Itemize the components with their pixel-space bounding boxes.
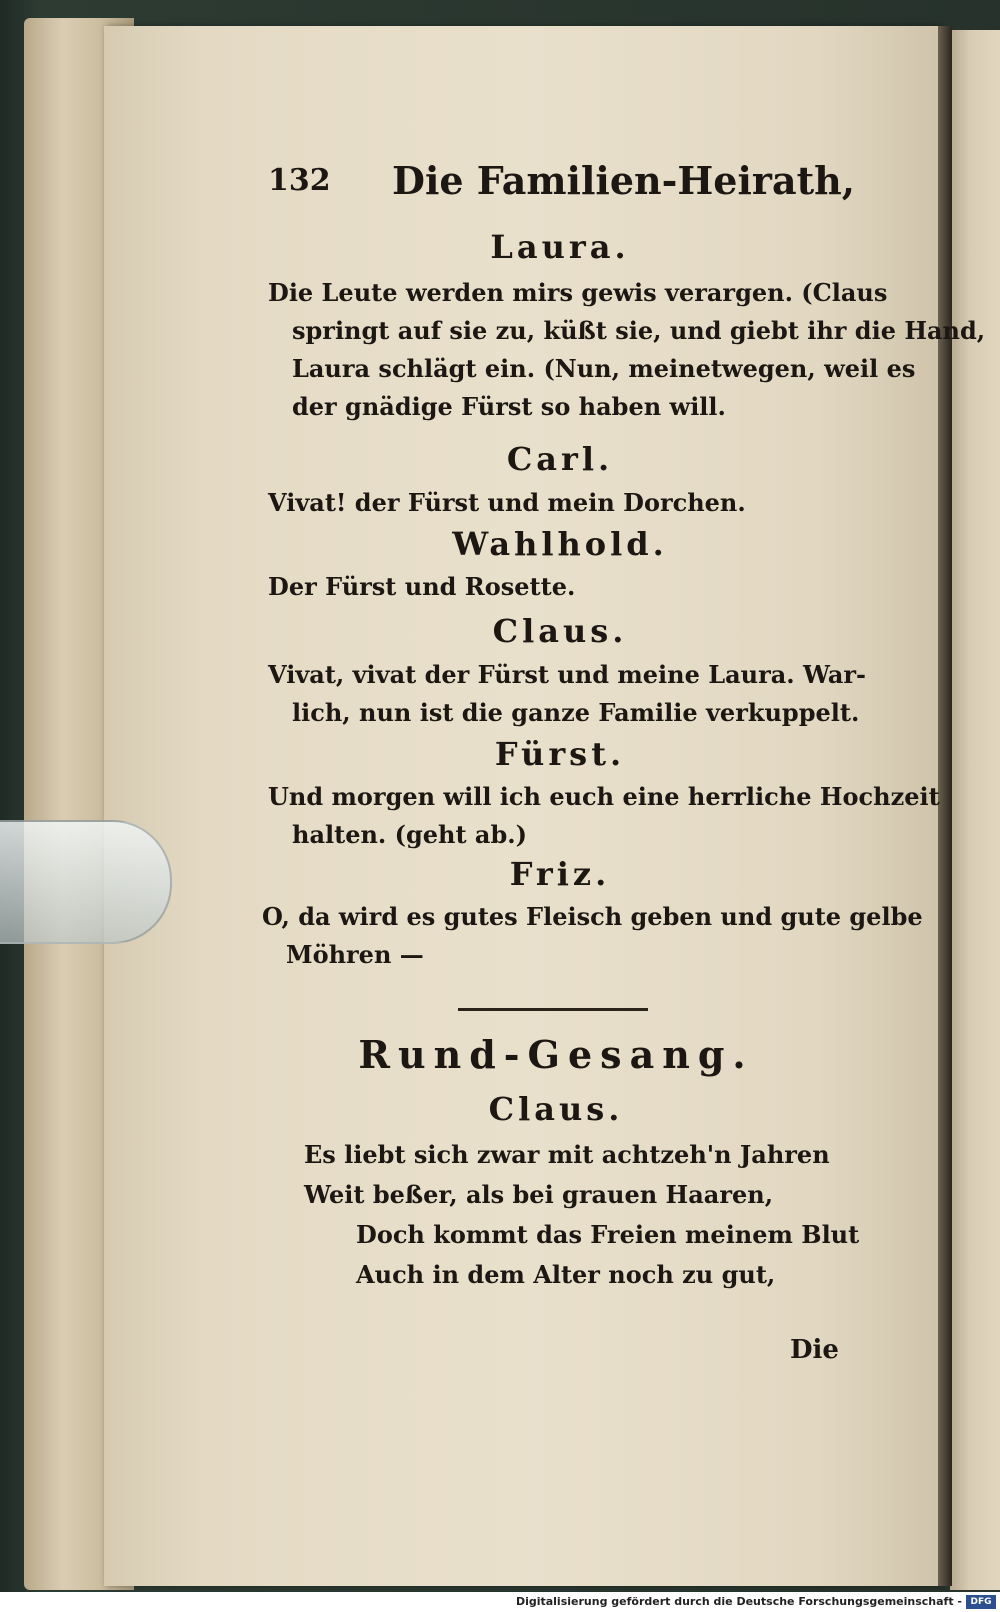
text-line: Die Leute werden mirs gewis verargen. (Claus [268, 278, 888, 307]
verse-line: Es liebt sich zwar mit achtzeh'n Jahren [304, 1140, 830, 1169]
text-line: lich, nun ist die ganze Familie verkuppelt. [292, 698, 860, 727]
page-number: 132 [268, 163, 331, 198]
footer-credit: Digitalisierung gefördert durch die Deutsche Forschungsgemeinschaft - [515, 1595, 962, 1608]
book-gutter [938, 26, 952, 1586]
section-rule [458, 1008, 648, 1011]
verse-line: Auch in dem Alter noch zu gut, [356, 1260, 776, 1289]
song-title: Rund-Gesang. [358, 1032, 754, 1077]
text-line: Der Fürst und Rosette. [268, 572, 576, 601]
text-line: Laura schlägt ein. (Nun, meinetwegen, weil es [292, 354, 916, 383]
facing-page-edge [950, 30, 1000, 1590]
text-line: O, da wird es gutes Fleisch geben und gute gelbe [262, 902, 923, 931]
speaker-carl: Carl. [506, 440, 614, 478]
speaker-laura: Laura. [490, 228, 630, 266]
verse-line: Weit beßer, als bei grauen Haaren, [304, 1180, 774, 1209]
text-line: halten. (geht ab.) [292, 820, 527, 849]
speaker-wahlhold: Wahlhold. [452, 525, 668, 563]
page-clip [0, 820, 172, 944]
verse-line: Doch kommt das Freien meinem Blut [356, 1220, 860, 1249]
text-line: Und morgen will ich euch eine herrliche Hochzeit [268, 782, 940, 811]
speaker-claus: Claus. [492, 612, 628, 650]
running-title: Die Familien-Heirath, [392, 158, 855, 203]
text-line: Vivat! der Fürst und mein Dorchen. [268, 488, 746, 517]
song-speaker-claus: Claus. [488, 1090, 624, 1128]
text-line: der gnädige Fürst so haben will. [292, 392, 726, 421]
speaker-friz: Friz. [509, 855, 611, 893]
text-line: springt auf sie zu, küßt sie, und giebt ihr die Hand, [292, 316, 986, 345]
text-line: Vivat, vivat der Fürst und meine Laura. War- [268, 660, 867, 689]
speaker-fuerst: Fürst. [494, 735, 626, 773]
catchword: Die [790, 1335, 839, 1365]
dfg-logo: DFG [966, 1595, 996, 1609]
text-line: Möhren — [286, 940, 424, 969]
